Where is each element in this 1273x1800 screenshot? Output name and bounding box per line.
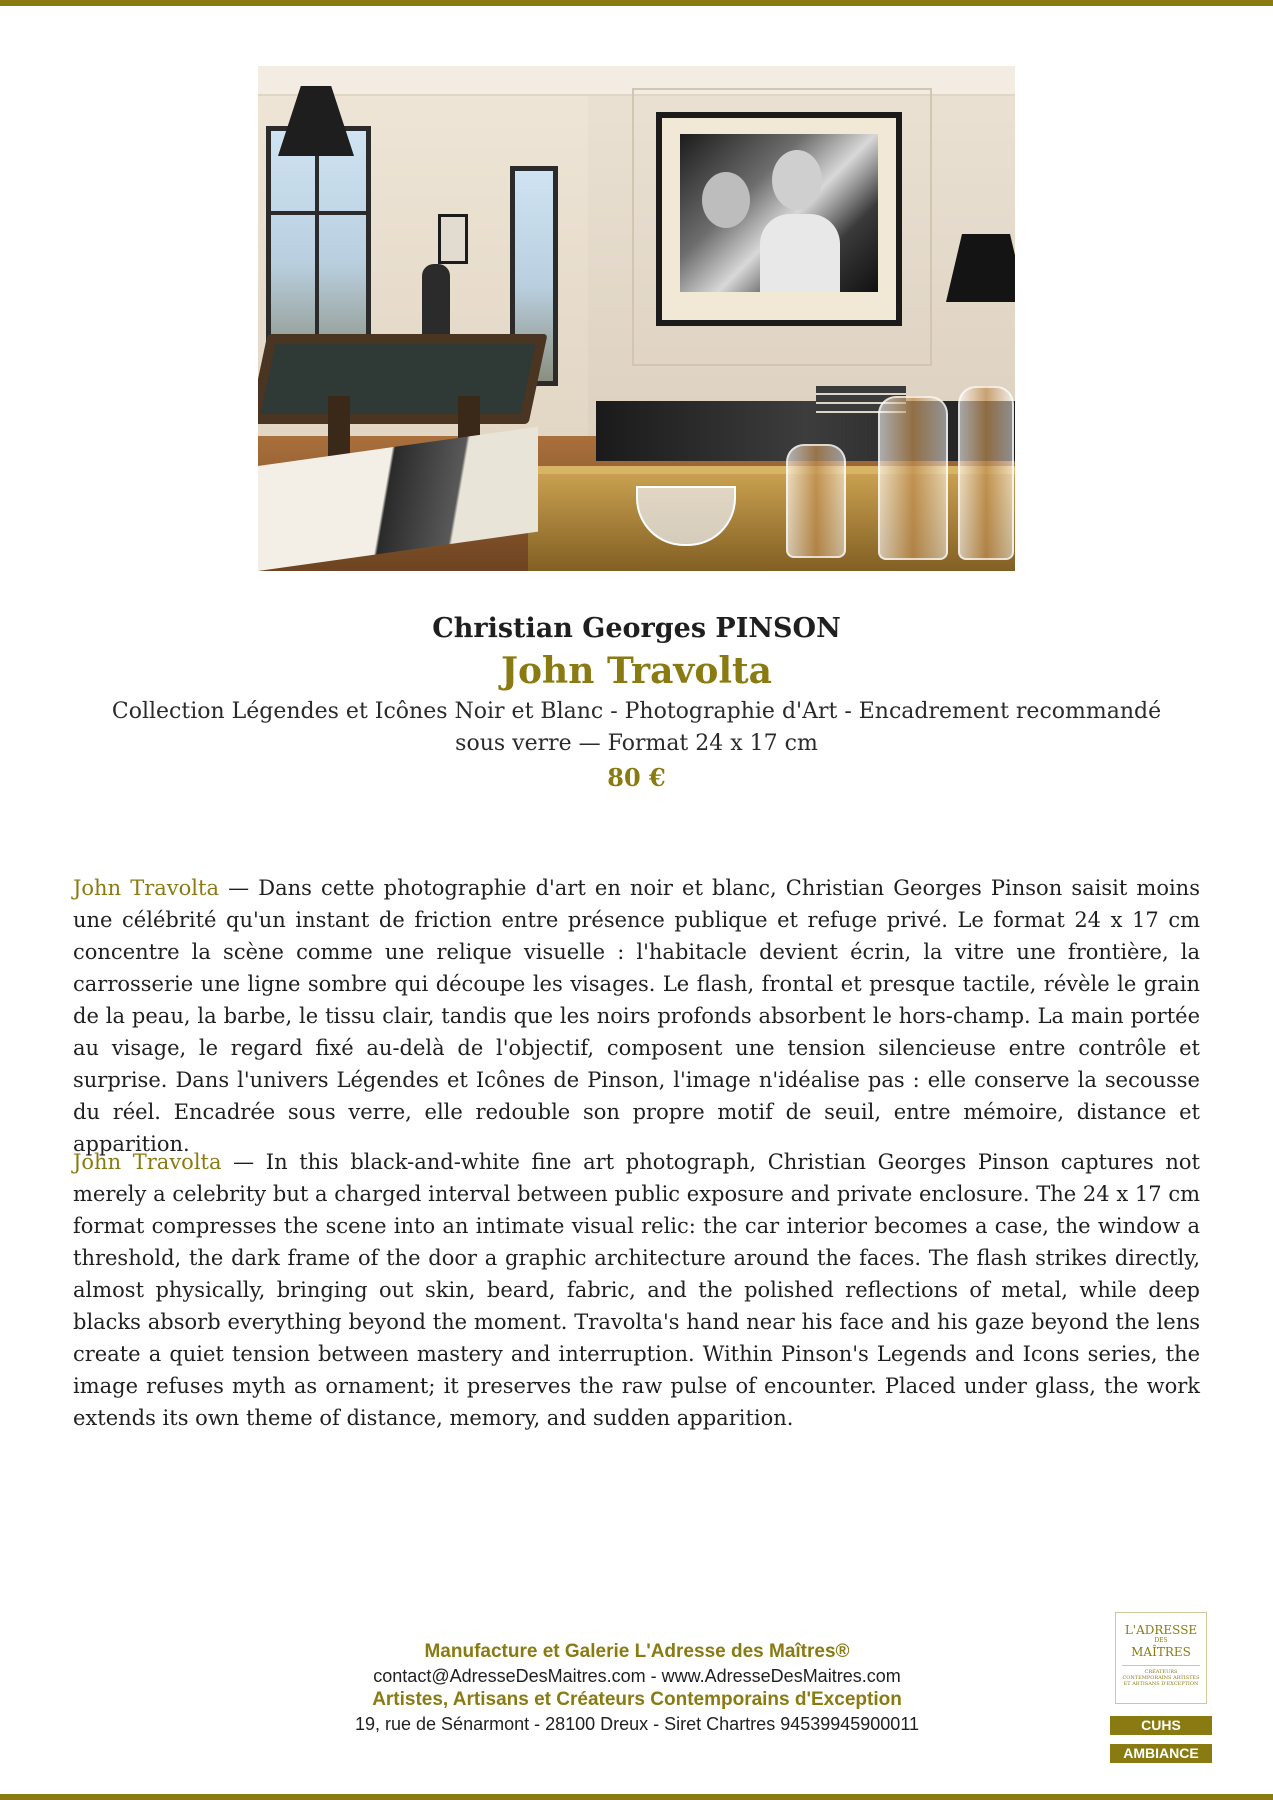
description-english-text: — In this black-and-white fine art photograph, Christian Georges Pinson captures not merely a celebrity but a charged interval between public exposure and private enclosure. The 24 x 17 cm format compresses the scene into an intimate visual relic: the car interior becomes a case, the window a threshold, the dark frame of the door a graphic architecture around the faces. The flash strikes directly, almost physically, bringing out skin, beard, fabric, and the polished reflections of metal, while deep blacks absorb everything beyond the moment. Travolta's hand near his face and his gaze beyond the lens create a quiet tension between mastery and interruption. Within Pinson's Legends and Icons series, the image refuses myth as ornament; it preserves the raw pulse of encounter. Placed under glass, the work extends its own theme of distance, memory, and sudden apparition.: [73, 1150, 1200, 1430]
badge-ambiance: AMBIANCE: [1110, 1744, 1212, 1763]
footer: [237, 1640, 1037, 1736]
hero-decanter: [958, 386, 1014, 560]
footer-contact: contact@AdresseDesMaitres.com - www.AdresseDesMaitres.com: [373, 1666, 901, 1686]
title-block: [0, 610, 1273, 794]
description-french-text: — Dans cette photographie d'art en noir et blanc, Christian Georges Pinson saisit moins une célébrité qu'un instant de friction entre présence publique et refuge privé. Le format 24 x 17 cm concentre la scène comme une relique visuelle : l'habitacle devient écrin, la vitre une frontière, la carrosserie une ligne sombre qui découpe les visages. Le flash, frontal et presque tactile, révèle le grain de la peau, la barbe, le tissu clair, tandis que les noirs profonds absorbent le hors-champ. La main portée au visage, le regard fixé au-delà de l'objectif, composent une tension silencieuse entre contrôle et surprise. Dans l'univers Légendes et Icônes de Pinson, l'image n'idéalise pas : elle conserve la secousse du réel. Encadrée sous verre, elle redouble son propre motif de seuil, entre mémoire, distance et apparition.: [73, 876, 1200, 1156]
artwork-subtitle: Collection Légendes et Icônes Noir et Blanc - Photographie d'Art - Encadrement recommandé sous verre — Format 24 x 17 cm: [111, 699, 1162, 756]
hero-framed-photo: [656, 112, 902, 326]
artist-name: Christian Georges PINSON: [432, 613, 841, 644]
footer-tagline: Artistes, Artisans et Créateurs Contemporains d'Exception: [372, 1689, 902, 1710]
footer-company: Manufacture et Galerie L'Adresse des Maîtres®: [424, 1641, 850, 1662]
gallery-logo: L'ADRESSE DES MAÎTRES CRÉATEURS CONTEMPORAINS ARTISTES ET ARTISANS D'EXCEPTION: [1115, 1612, 1207, 1704]
hero-decanter: [878, 396, 948, 560]
description-english: [73, 1146, 1200, 1434]
hero-bw-photo: [680, 134, 878, 292]
top-accent-bar: [0, 0, 1273, 6]
description-english-name: John Travolta: [73, 1150, 222, 1174]
footer-address: 19, rue de Sénarmont - 28100 Dreux - Siret Chartres 94539945900011: [354, 1714, 920, 1734]
description-french: [73, 872, 1200, 1160]
bottom-accent-bar: [0, 1794, 1273, 1800]
hero-decanter: [786, 444, 846, 558]
hero-small-frame: [438, 214, 468, 264]
artwork-title: John Travolta: [501, 650, 772, 692]
hero-pool-table: [258, 334, 548, 424]
description-french-name: John Travolta: [73, 876, 219, 900]
hero-image: [258, 66, 1015, 571]
artwork-price: 80 €: [607, 763, 666, 792]
badge-cuhs: CUHS: [1110, 1716, 1212, 1735]
